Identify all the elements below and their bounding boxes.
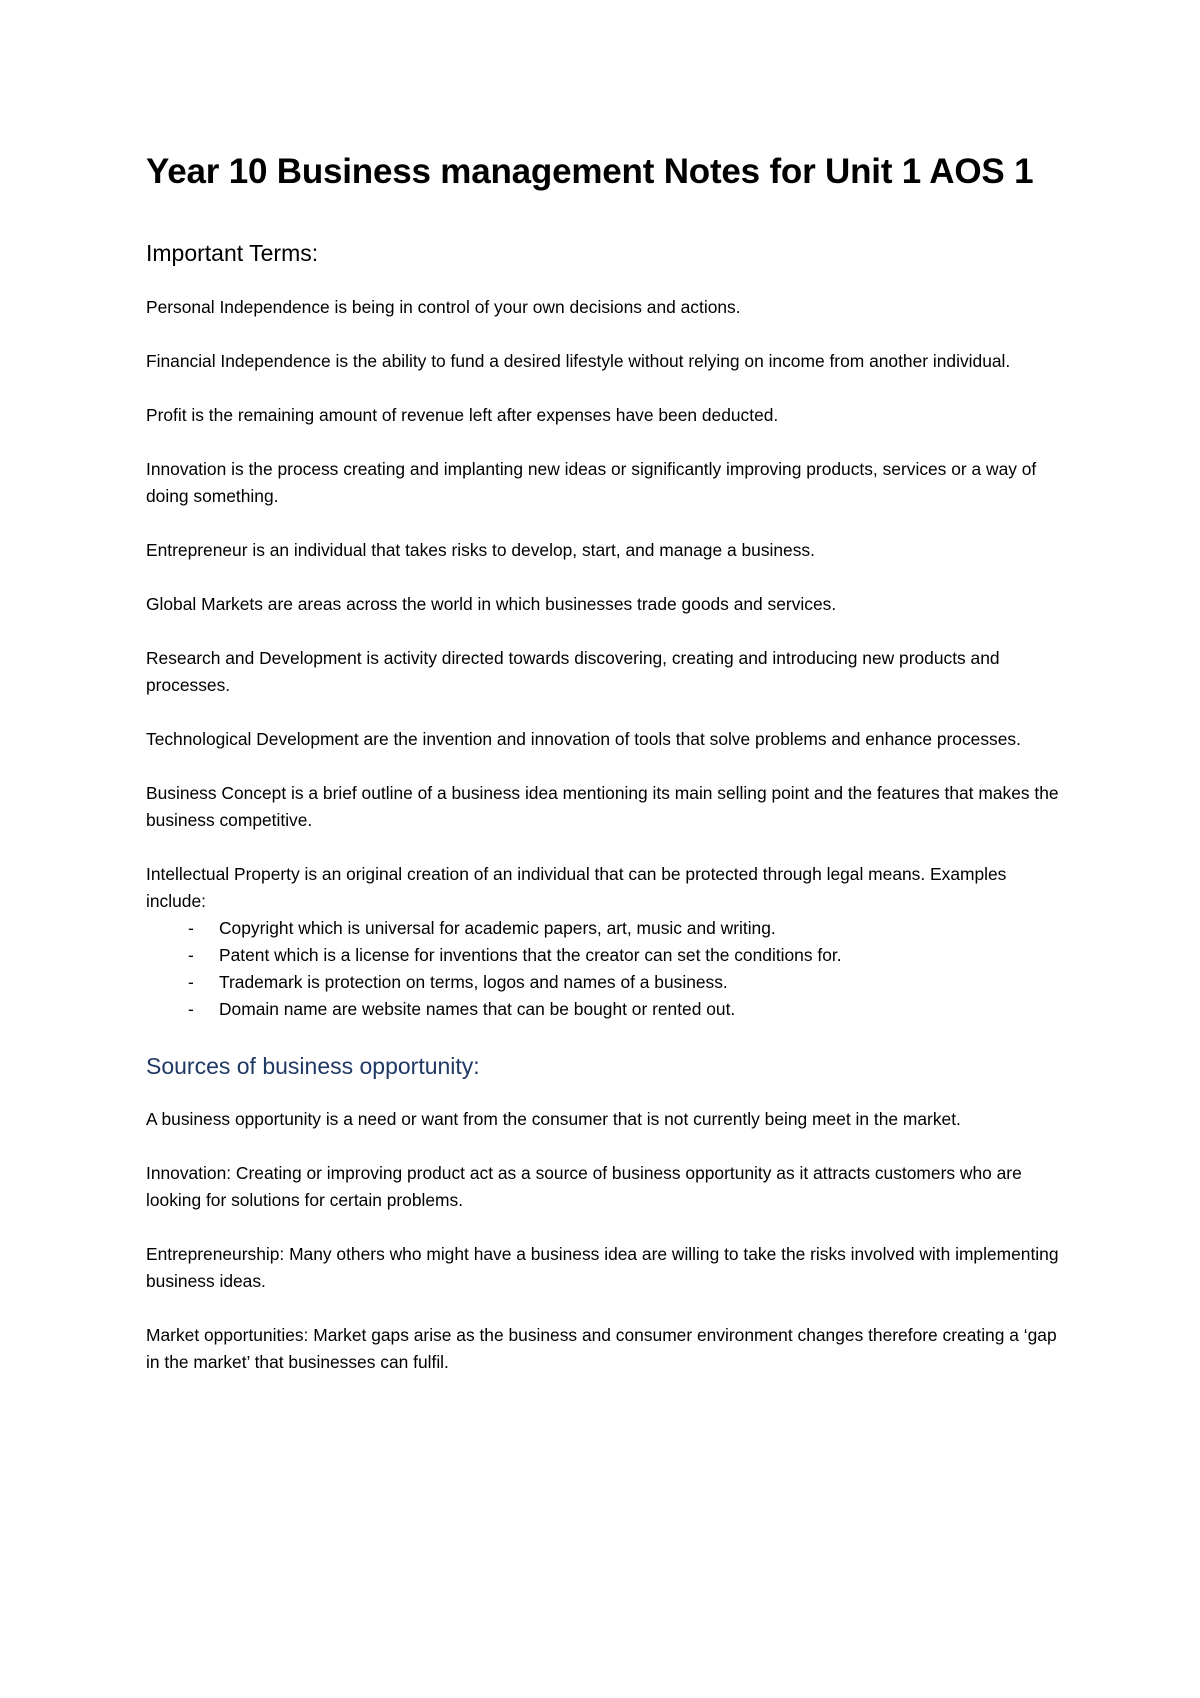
term-technological-development: Technological Development are the invention and innovation of tools that solve problems and enhance processes. — [146, 729, 1021, 749]
term-intellectual-property: Intellectual Property is an original creation of an individual that can be protected through legal means. Examples include: — [146, 864, 1007, 911]
important-terms-heading: Important Terms: — [146, 240, 319, 266]
source-definition: A business opportunity is a need or want from the consumer that is not currently being meet in the market. — [146, 1109, 961, 1129]
term-profit: Profit is the remaining amount of revenue left after expenses have been deducted. — [146, 405, 779, 425]
sources-list — [146, 1106, 1066, 1376]
source-entrepreneurship: Entrepreneurship: Many others who might have a business idea are willing to take the risks involved with implementing business ideas. — [146, 1244, 1059, 1291]
sources-heading: Sources of business opportunity: — [146, 1053, 480, 1079]
list-dash: - — [188, 999, 194, 1019]
ip-example-patent — [146, 942, 1066, 969]
list-dash: - — [188, 918, 194, 938]
document-body — [146, 150, 1066, 1376]
term-global-markets: Global Markets are areas across the world in which businesses trade goods and services. — [146, 594, 837, 614]
ip-example-trademark — [146, 969, 1066, 996]
ip-example-text: Patent which is a license for inventions that the creator can set the conditions for. — [219, 945, 842, 965]
ip-example-copyright — [146, 915, 1066, 942]
document-title: Year 10 Business management Notes for Unit 1 AOS 1 — [146, 152, 1034, 191]
term-innovation: Innovation is the process creating and implanting new ideas or significantly improving products, services or a way of doing something. — [146, 459, 1037, 506]
list-dash: - — [188, 945, 194, 965]
term-business-concept: Business Concept is a brief outline of a business idea mentioning its main selling point and the features that makes the business competitive. — [146, 783, 1059, 830]
source-innovation: Innovation: Creating or improving product act as a source of business opportunity as it attracts customers who are looking for solutions for certain problems. — [146, 1163, 1022, 1210]
term-research-and-development: Research and Development is activity directed towards discovering, creating and introducing new products and processes. — [146, 648, 1000, 695]
terms-list — [146, 294, 1066, 915]
ip-example-text: Copyright which is universal for academic papers, art, music and writing. — [219, 918, 776, 938]
term-entrepreneur: Entrepreneur is an individual that takes risks to develop, start, and manage a business. — [146, 540, 815, 560]
ip-example-text: Trademark is protection on terms, logos and names of a business. — [219, 972, 728, 992]
ip-example-text: Domain name are website names that can be bought or rented out. — [219, 999, 736, 1019]
list-dash: - — [188, 972, 194, 992]
term-financial-independence: Financial Independence is the ability to fund a desired lifestyle without relying on income from another individual. — [146, 351, 1011, 371]
ip-example-domain-name — [146, 996, 1066, 1023]
ip-examples-list — [146, 915, 1066, 1023]
term-personal-independence: Personal Independence is being in control of your own decisions and actions. — [146, 297, 741, 317]
source-market-opportunities: Market opportunities: Market gaps arise as the business and consumer environment changes therefore creating a ‘gap in the market’ that businesses can fulfil. — [146, 1325, 1057, 1372]
